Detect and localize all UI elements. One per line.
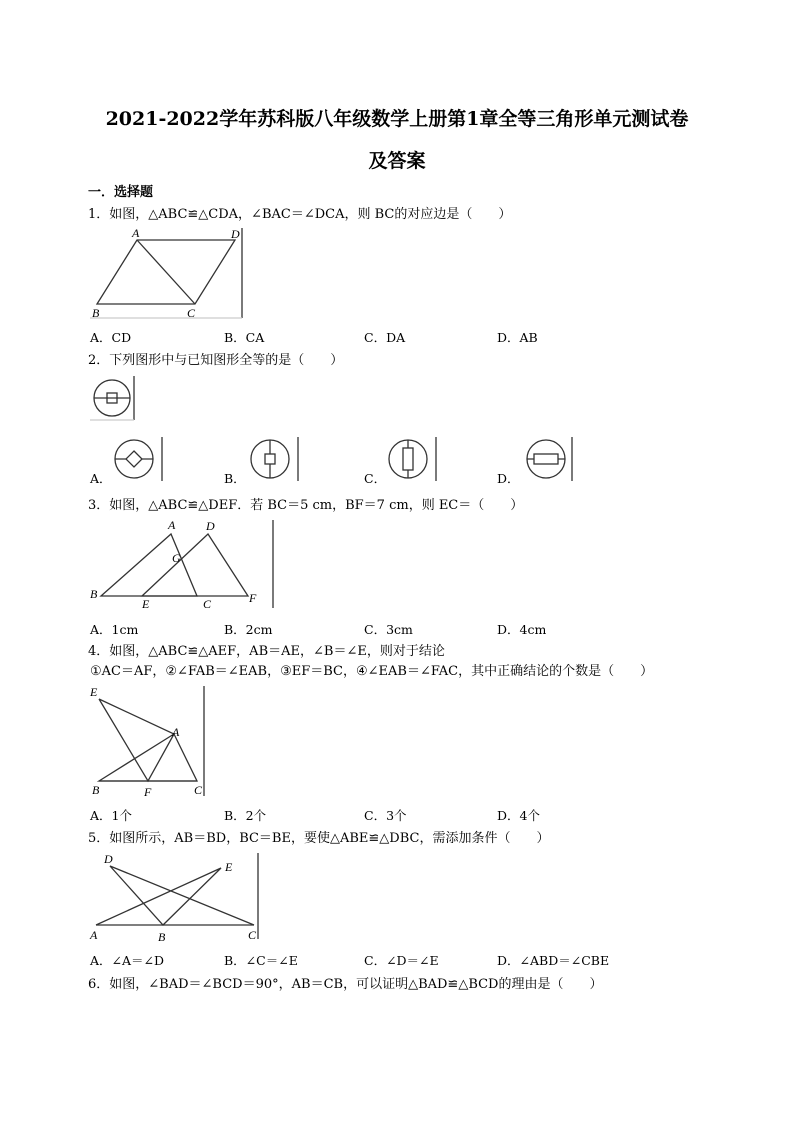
label-A: A — [132, 226, 140, 240]
q3-option-b[interactable]: B．2cm — [224, 622, 273, 637]
figure-q1-parallelogram — [90, 226, 250, 326]
figure-q5-triangles — [90, 853, 265, 945]
q3-option-c[interactable]: C．3cm — [364, 622, 413, 637]
q1-option-b[interactable]: B．CA — [224, 330, 265, 345]
q5-option-c[interactable]: C．∠D＝∠E — [364, 953, 439, 968]
document-title-continued: 及答案 — [368, 150, 426, 172]
figure-q2-option-d — [524, 437, 576, 483]
q4-option-d[interactable]: D．4个 — [497, 808, 540, 823]
figure-q2-option-a — [112, 437, 164, 483]
q5-option-a[interactable]: A．∠A＝∠D — [90, 953, 165, 968]
q3-option-d[interactable]: D．4cm — [497, 622, 547, 637]
label-G: G — [172, 551, 181, 565]
label-E: E — [90, 685, 98, 699]
label-A: A — [172, 725, 180, 739]
label-C: C — [203, 597, 212, 611]
question-1: 1．如图，△ABC≌△CDA，∠BAC＝∠DCA，则 BC的对应边是（ ） — [88, 207, 512, 222]
q1-option-d[interactable]: D．AB — [497, 330, 538, 345]
label-F: F — [144, 785, 152, 799]
q4-option-c[interactable]: C．3个 — [364, 808, 407, 823]
question-5: 5．如图所示，AB＝BD，BC＝BE，要使△ABE≌△DBC，需添加条件（ ） — [88, 831, 550, 846]
label-E: E — [225, 860, 233, 874]
question-4: 4．如图，△ABC≌△AEF，AB＝AE，∠B＝∠E，则对于结论 — [88, 644, 445, 659]
question-4-conclusions: ①AC＝AF，②∠FAB＝∠EAB，③EF＝BC，④∠EAB＝∠FAC，其中正确结论的个数是（ ） — [90, 664, 654, 679]
figure-q3-triangles — [90, 518, 280, 613]
figure-q2-option-c — [386, 437, 438, 483]
label-C: C — [187, 306, 196, 320]
label-F: F — [249, 591, 257, 605]
q3-option-a[interactable]: A．1cm — [90, 622, 139, 637]
label-D: D — [104, 852, 113, 866]
label-C: C — [194, 783, 203, 797]
label-C: C — [248, 928, 257, 942]
label-A: A — [90, 928, 98, 942]
label-E: E — [142, 597, 150, 611]
label-B: B — [92, 783, 100, 797]
label-B: B — [158, 930, 166, 944]
document-title: 2021-2022学年苏科版八年级数学上册第1章全等三角形单元测试卷 — [105, 108, 689, 130]
q1-option-a[interactable]: A．CD — [90, 330, 132, 345]
label-D: D — [206, 519, 215, 533]
q4-option-b[interactable]: B．2个 — [224, 808, 267, 823]
question-2: 2．下列图形中与已知图形全等的是（ ） — [88, 353, 344, 368]
label-D: D — [231, 227, 240, 241]
section-heading: 一．选择题 — [88, 185, 154, 200]
question-6: 6．如图，∠BAD＝∠BCD＝90°，AB＝CB，可以证明△BAD≌△BCD的理由是（ ） — [88, 977, 603, 992]
q2-option-d[interactable]: D． — [497, 471, 520, 486]
q5-option-d[interactable]: D．∠ABD＝∠CBE — [497, 953, 610, 968]
q4-option-a[interactable]: A．1个 — [90, 808, 132, 823]
figure-q2-option-b — [248, 437, 300, 483]
q2-option-a[interactable]: A． — [90, 471, 112, 486]
q1-option-c[interactable]: C．DA — [364, 330, 406, 345]
figure-q4-triangles — [90, 684, 210, 800]
q5-option-b[interactable]: B．∠C＝∠E — [224, 953, 298, 968]
q2-option-b[interactable]: B． — [224, 471, 246, 486]
label-A: A — [168, 518, 176, 532]
figure-q2-given — [90, 376, 140, 424]
label-B: B — [92, 306, 100, 320]
label-B: B — [90, 587, 98, 601]
question-3: 3．如图，△ABC≌△DEF．若 BC＝5 cm，BF＝7 cm，则 EC＝（ ） — [88, 498, 524, 513]
q2-option-c[interactable]: C． — [364, 471, 387, 486]
